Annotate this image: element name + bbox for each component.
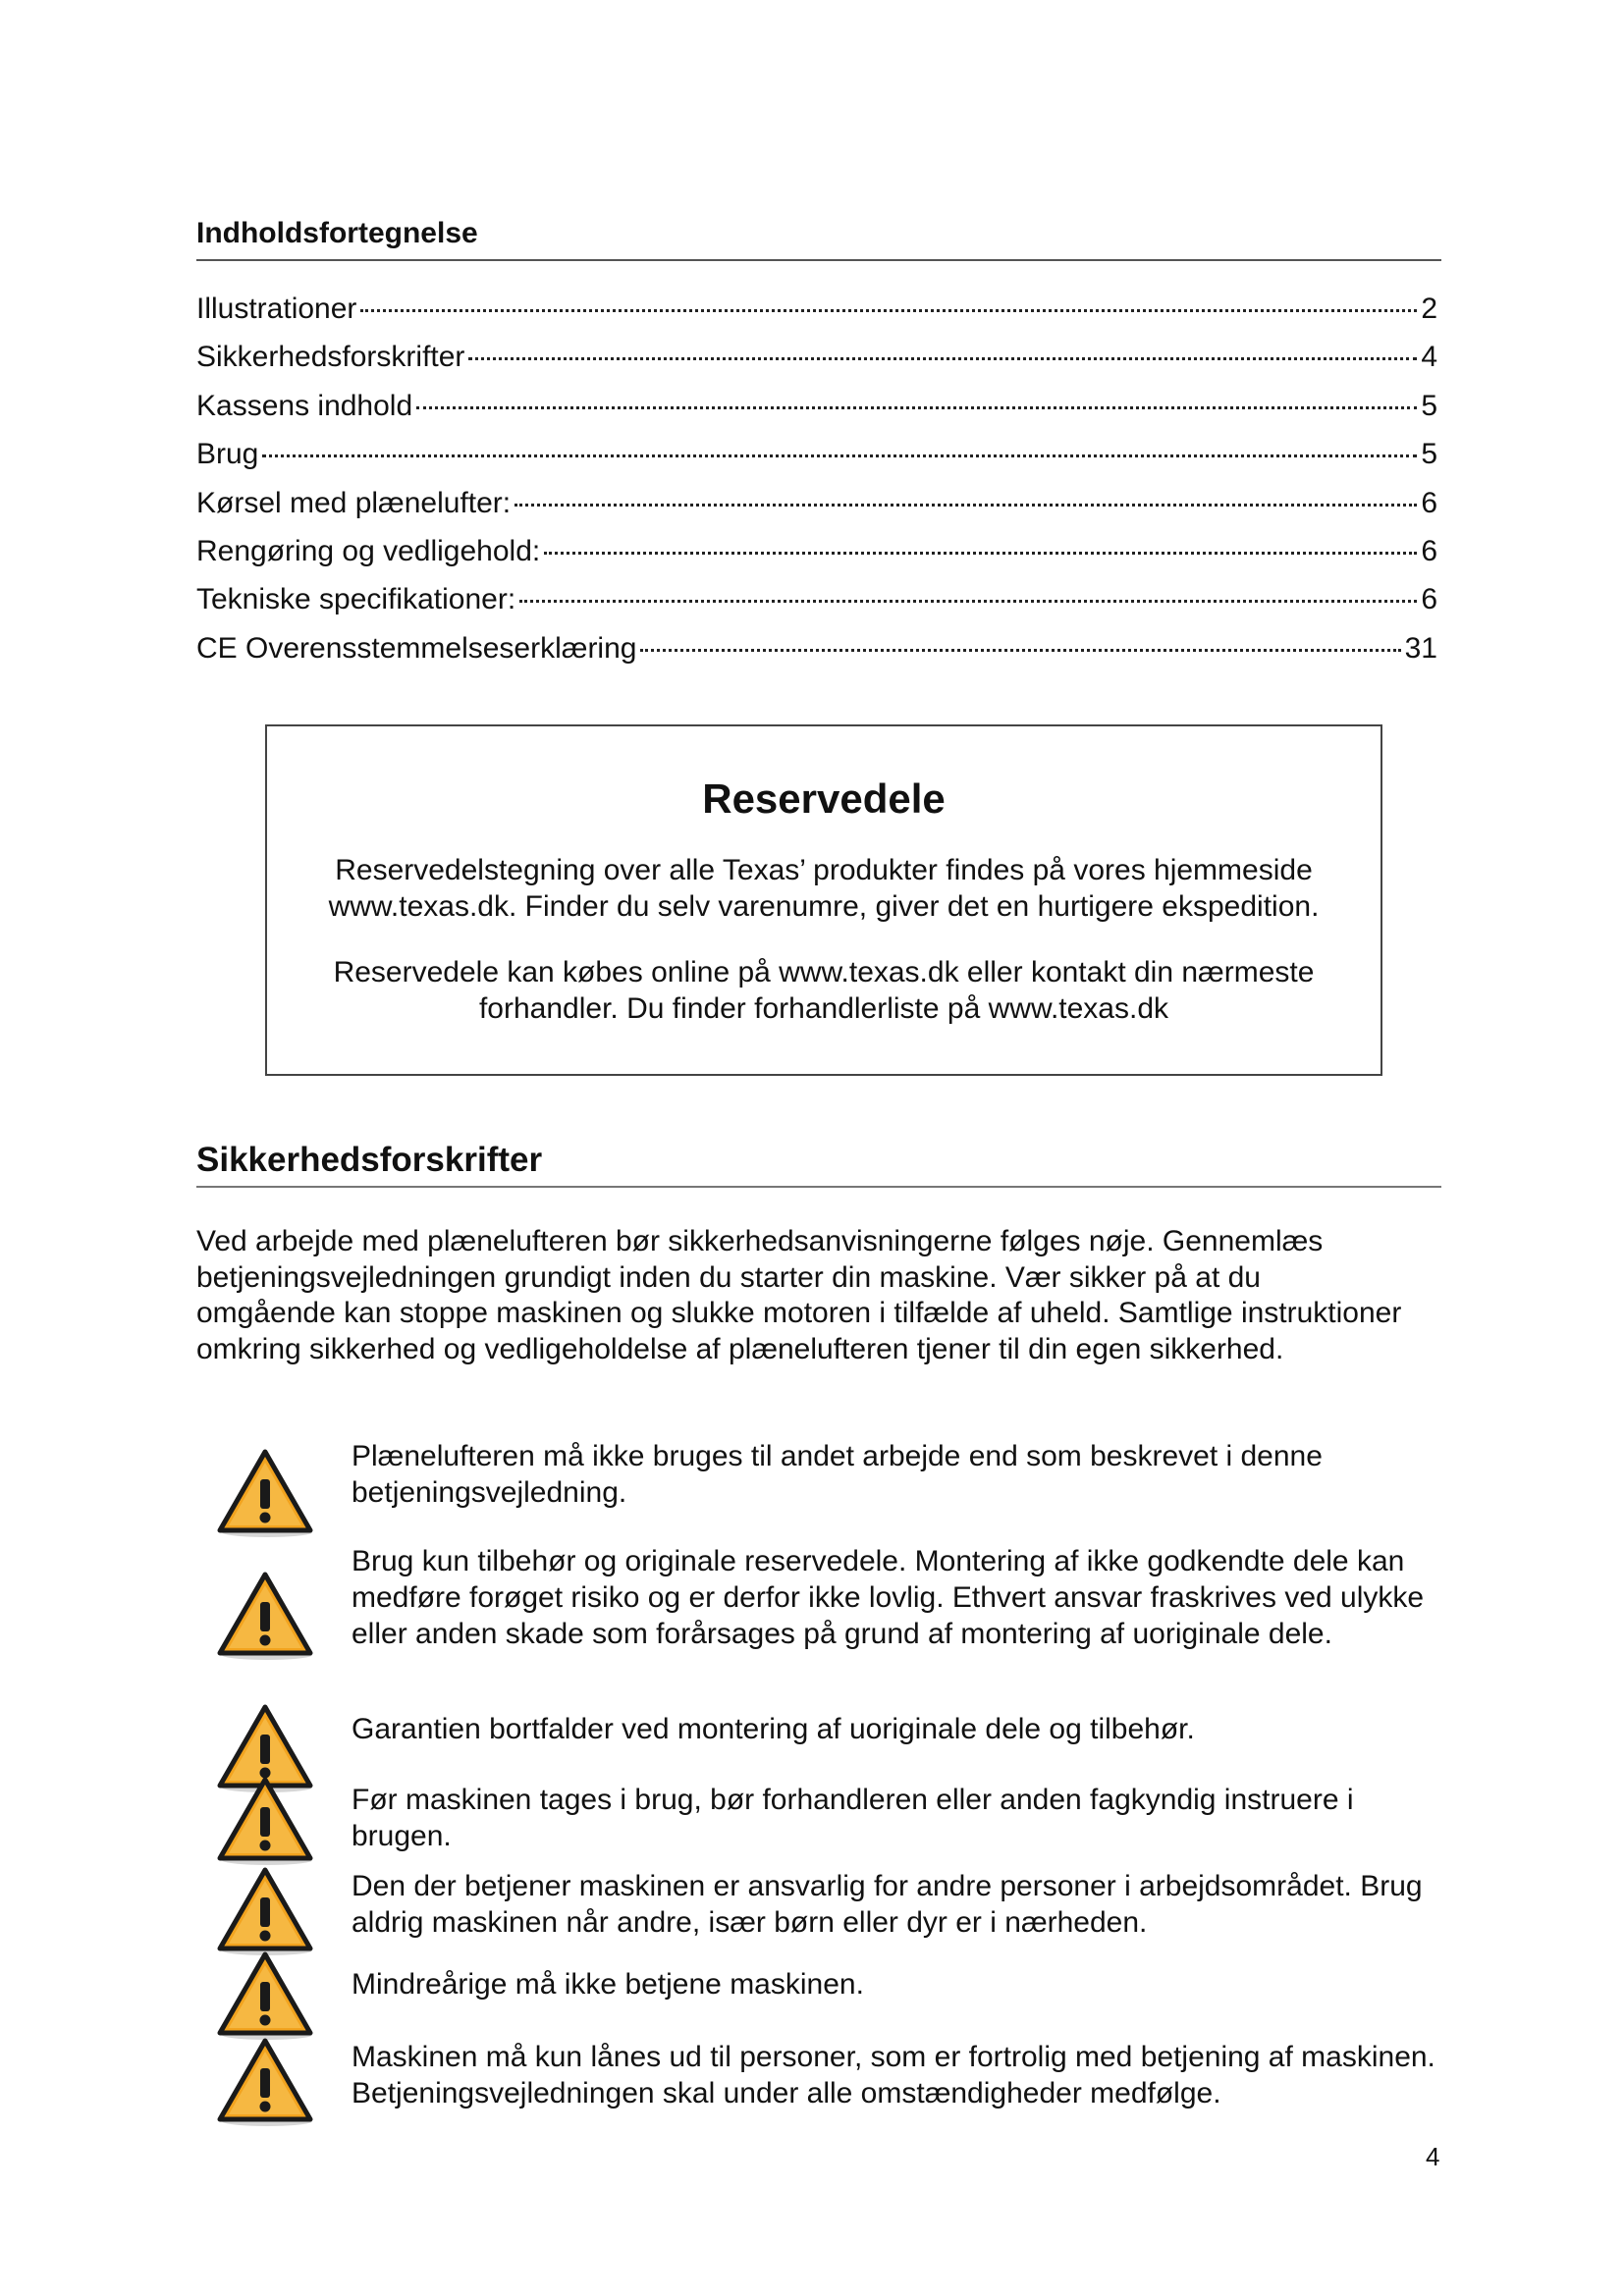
toc-dot-leader [262,454,1417,457]
toc-entry-page: 31 [1404,631,1437,665]
warning-text: Plænelufteren må ikke bruges til andet arbejde end som beskrevet i denne betjeningsvejledning. [352,1440,1323,1509]
toc-entry-title: Brug [196,438,259,471]
toc-entry-page: 6 [1421,534,1437,567]
safety-heading: Sikkerhedsforskrifter [196,1141,1441,1188]
spare-parts-paragraph-2 [267,954,1380,1027]
toc-entry-page: 2 [1421,293,1437,325]
toc-dot-leader [544,552,1417,555]
toc-entry-title: Illustrationer [196,293,357,325]
warning-text: Garantien bortfalder ved montering af uoriginale dele og tilbehør. [352,1713,1195,1745]
toc-entry-title: Kørsel med plænelufter: [196,486,512,519]
warning-triangle-icon [216,1866,314,1956]
toc-entry [196,338,1437,386]
spare-parts-paragraph-1 [267,852,1380,925]
toc-dot-leader [640,649,1400,652]
toc-entry [196,290,1437,338]
warning-triangle-icon [216,1950,314,2041]
spare-parts-line: forhandler. Du finder forhandlerliste på www.texas.dk [478,992,1169,1025]
toc-entry [196,532,1437,580]
toc-entry [196,629,1437,677]
warning-text: Før maskinen tages i brug, bør forhandleren eller anden fagkyndig instruere i brugen. [352,1784,1354,1852]
warning-triangle-icon [216,1571,314,1661]
toc-entry [196,387,1437,435]
spare-parts-box [265,724,1382,1076]
toc-heading: Indholdsfortegnelse [196,216,1441,261]
toc-entry [196,580,1437,628]
toc-entry-title: Sikkerhedsforskrifter [196,341,465,374]
warning-triangle-icon [216,1448,314,1538]
toc-list [196,290,1437,677]
toc-entry [196,484,1437,532]
toc-entry-title: CE Overensstemmelseserklæring [196,631,637,665]
warning-text: Mindreårige må ikke betjene maskinen. [352,1968,864,2001]
toc-dot-leader [416,406,1417,409]
toc-entry-title: Tekniske specifikationer: [196,583,516,616]
warning-text: Maskinen må kun lånes ud til personer, som er fortrolig med betjening af maskinen. Betjeningsvejledningen skal under alle omstændigheder medfølge. [352,2041,1435,2109]
warning-text: Den der betjener maskinen er ansvarlig for andre personer i arbejdsområdet. Brug aldrig maskinen når andre, især børn eller dyr er i nærheden. [352,1870,1423,1939]
toc-dot-leader [360,309,1417,312]
spare-parts-line: www.texas.dk. Finder du selv varenumre, giver det en hurtigere ekspedition. [328,890,1320,923]
spare-parts-title: Reservedele [702,775,946,822]
toc-entry-page: 6 [1421,486,1437,519]
toc-entry-page: 6 [1421,583,1437,616]
toc-dot-leader [514,504,1417,507]
spare-parts-line: Reservedele kan købes online på www.texas.dk eller kontakt din nærmeste [333,956,1315,988]
toc-entry [196,435,1437,483]
toc-dot-leader [468,357,1417,360]
toc-dot-leader [519,600,1417,603]
toc-entry-page: 5 [1421,438,1437,471]
warning-triangle-icon [216,1776,314,1866]
page-number: 4 [1426,2142,1440,2171]
spare-parts-line: Reservedelstegning over alle Texas’ produkter findes på vores hjemmeside [335,854,1313,886]
toc-entry-title: Kassens indhold [196,389,413,422]
toc-entry-title: Rengøring og vedligehold: [196,534,541,567]
safety-intro: Ved arbejde med plænelufteren bør sikkerhedsanvisningerne følges nøje. Gennemlæs betjeningsvejledningen grundigt inden du starter din maskine. Vær sikker på at du omgående kan stoppe maskinen og slukke motoren i tilfælde af uheld. Samtlige instruktioner omkring sikkerhed og vedligeholdelse af plænelufteren tjener til din egen sikkerhed. [196,1225,1402,1365]
toc-entry-page: 5 [1421,389,1437,422]
warning-triangle-icon [216,2037,314,2127]
toc-entry-page: 4 [1421,341,1437,374]
warning-text: Brug kun tilbehør og originale reservedele. Montering af ikke godkendte dele kan medføre forøget risiko og er derfor ikke lovlig. Ethvert ansvar fraskrives ved ulykke eller anden skade som forårsages på grund af montering af uoriginale dele. [352,1545,1425,1650]
